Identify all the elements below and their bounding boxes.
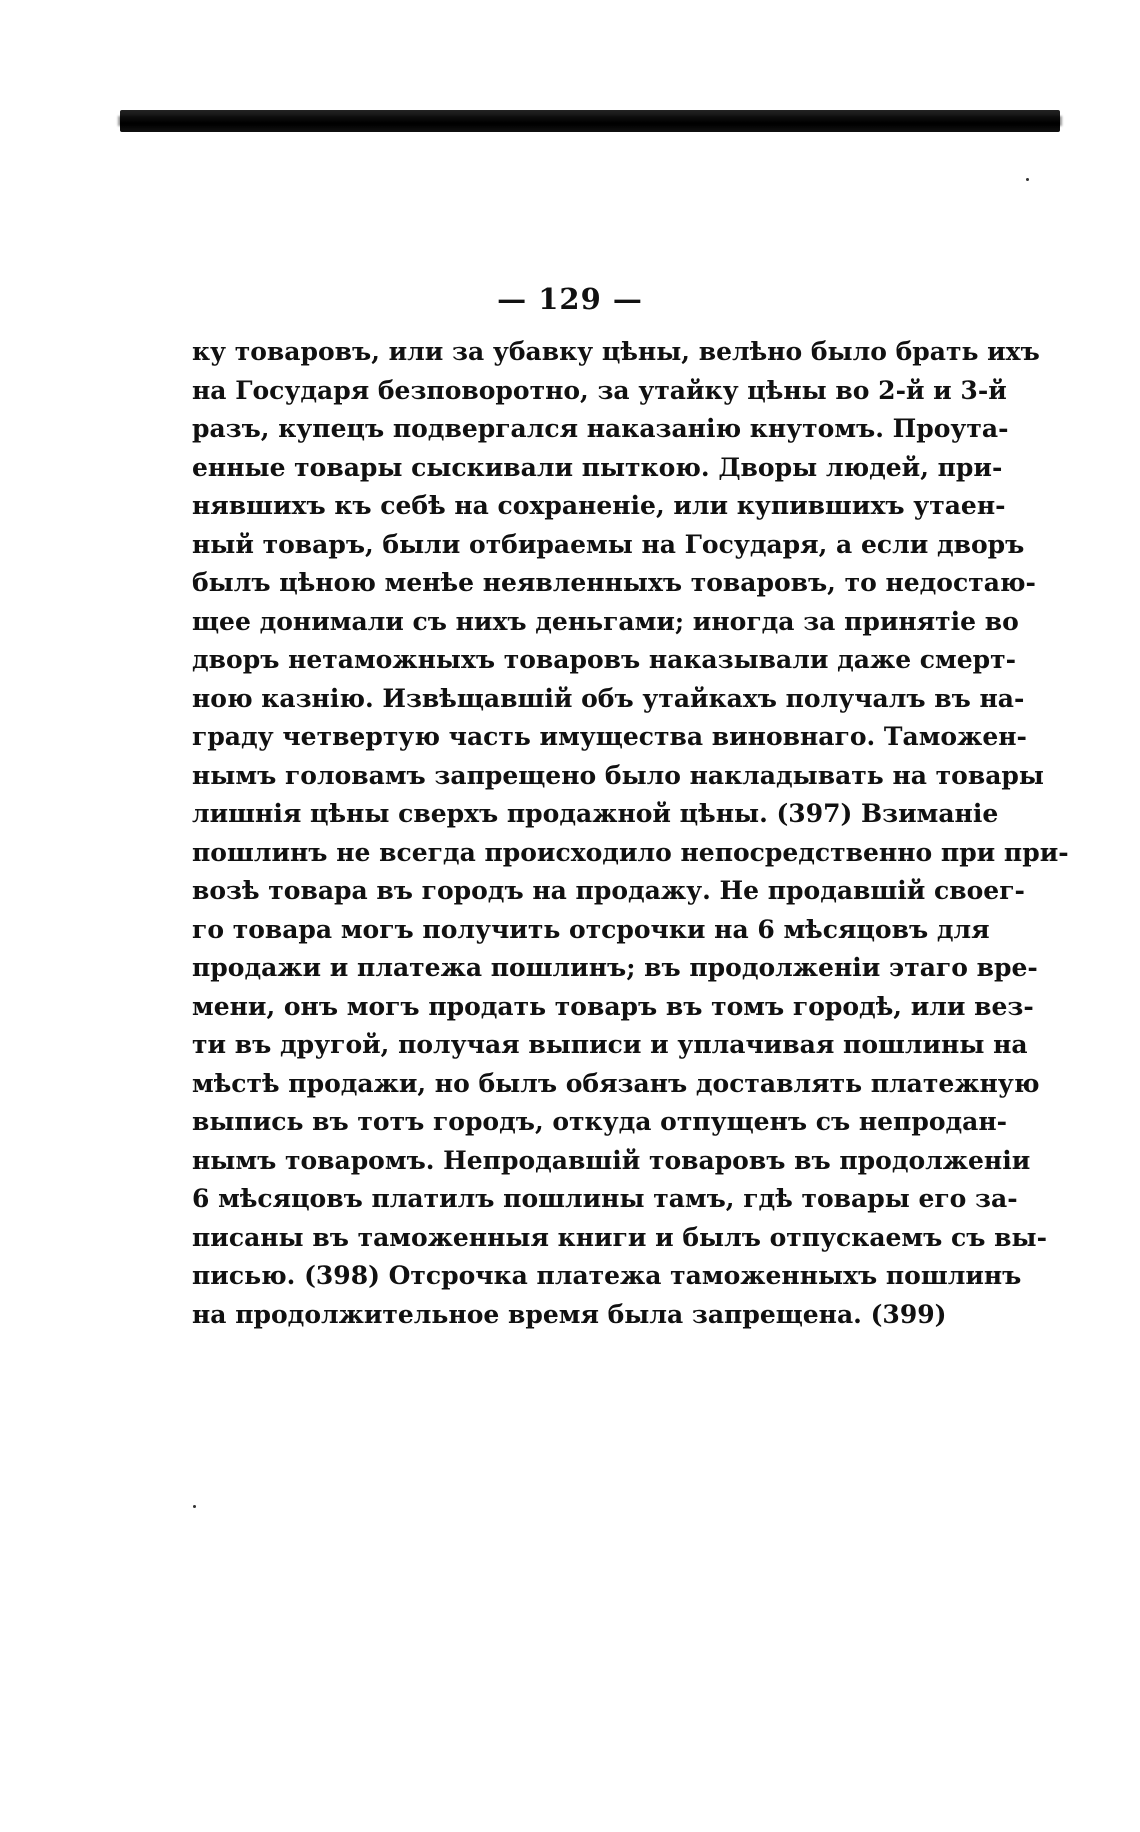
text-line: нымъ товаромъ. Непродавшій товаровъ въ продолженіи	[192, 1145, 1031, 1175]
text-line: мѣстѣ продажи, но былъ обязанъ доставлять платежную	[192, 1068, 1040, 1098]
text-line: щее донимали съ нихъ деньгами; иногда за принятіе во	[192, 606, 1019, 636]
text-line: разъ, купецъ подвергался наказанію кнутомъ. Проута-	[192, 414, 1009, 443]
text-line: ку товаровъ, или за убавку цѣны, велѣно было брать ихъ	[192, 337, 1040, 366]
text-line: пошлинъ не всегда происходило непосредственно при при-	[192, 837, 1069, 867]
text-line: писью. (398) Отсрочка платежа таможенныхъ пошлинъ	[192, 1261, 1022, 1290]
text-line: 6 мѣсяцовъ платилъ пошлины тамъ, гдѣ товары его за-	[192, 1184, 1018, 1213]
text-line: ти въ другой, получая выписи и уплачивая пошлины на	[192, 1030, 1028, 1059]
text-line: граду четвертую часть имущества виновнаго. Таможен-	[192, 722, 1027, 751]
text-line: ною казнію. Извѣщавшій объ утайкахъ получалъ въ на-	[192, 683, 1025, 713]
text-line: нымъ головамъ запрещено было накладывать на товары	[192, 760, 1044, 790]
speck-top-right	[1026, 178, 1029, 181]
text-line: возѣ товара въ городъ на продажу. Не продавшій своег-	[192, 876, 1025, 905]
text-line: нявшихъ къ себѣ на сохраненіе, или купившихъ утаен-	[192, 491, 1006, 520]
text-line: былъ цѣною менѣе неявленныхъ товаровъ, то недостаю-	[192, 568, 1036, 597]
text-line: на продолжительное время была запрещена. (399)	[192, 1299, 947, 1329]
body-text	[192, 333, 1069, 1334]
text-line: енные товары сыскивали пыткою. Дворы людей, при-	[192, 452, 1003, 482]
text-line: выпись въ тотъ городъ, откуда отпущенъ съ непродан-	[192, 1107, 1008, 1136]
text-line: писаны въ таможенныя книги и былъ отпускаемъ съ вы-	[192, 1222, 1047, 1252]
speck-bottom-left	[193, 1505, 196, 1508]
page-number: — 129 —	[497, 282, 643, 316]
text-line: дворъ нетаможныхъ товаровъ наказывали даже смерт-	[192, 645, 1016, 674]
top-rule	[120, 110, 1060, 132]
text-line: го товара могъ получить отсрочки на 6 мѣсяцовъ для	[192, 914, 990, 944]
text-line: ный товаръ, были отбираемы на Государя, а если дворъ	[192, 529, 1025, 559]
text-line: лишнія цѣны сверхъ продажной цѣны. (397) Взиманіе	[192, 799, 999, 828]
text-line: продажи и платежа пошлинъ; въ продолженіи этаго вре-	[192, 953, 1038, 982]
text-line: на Государя безповоротно, за утайку цѣны во 2-й и 3-й	[192, 375, 1007, 405]
text-line: мени, онъ могъ продать товаръ въ томъ городѣ, или вез-	[192, 991, 1034, 1021]
